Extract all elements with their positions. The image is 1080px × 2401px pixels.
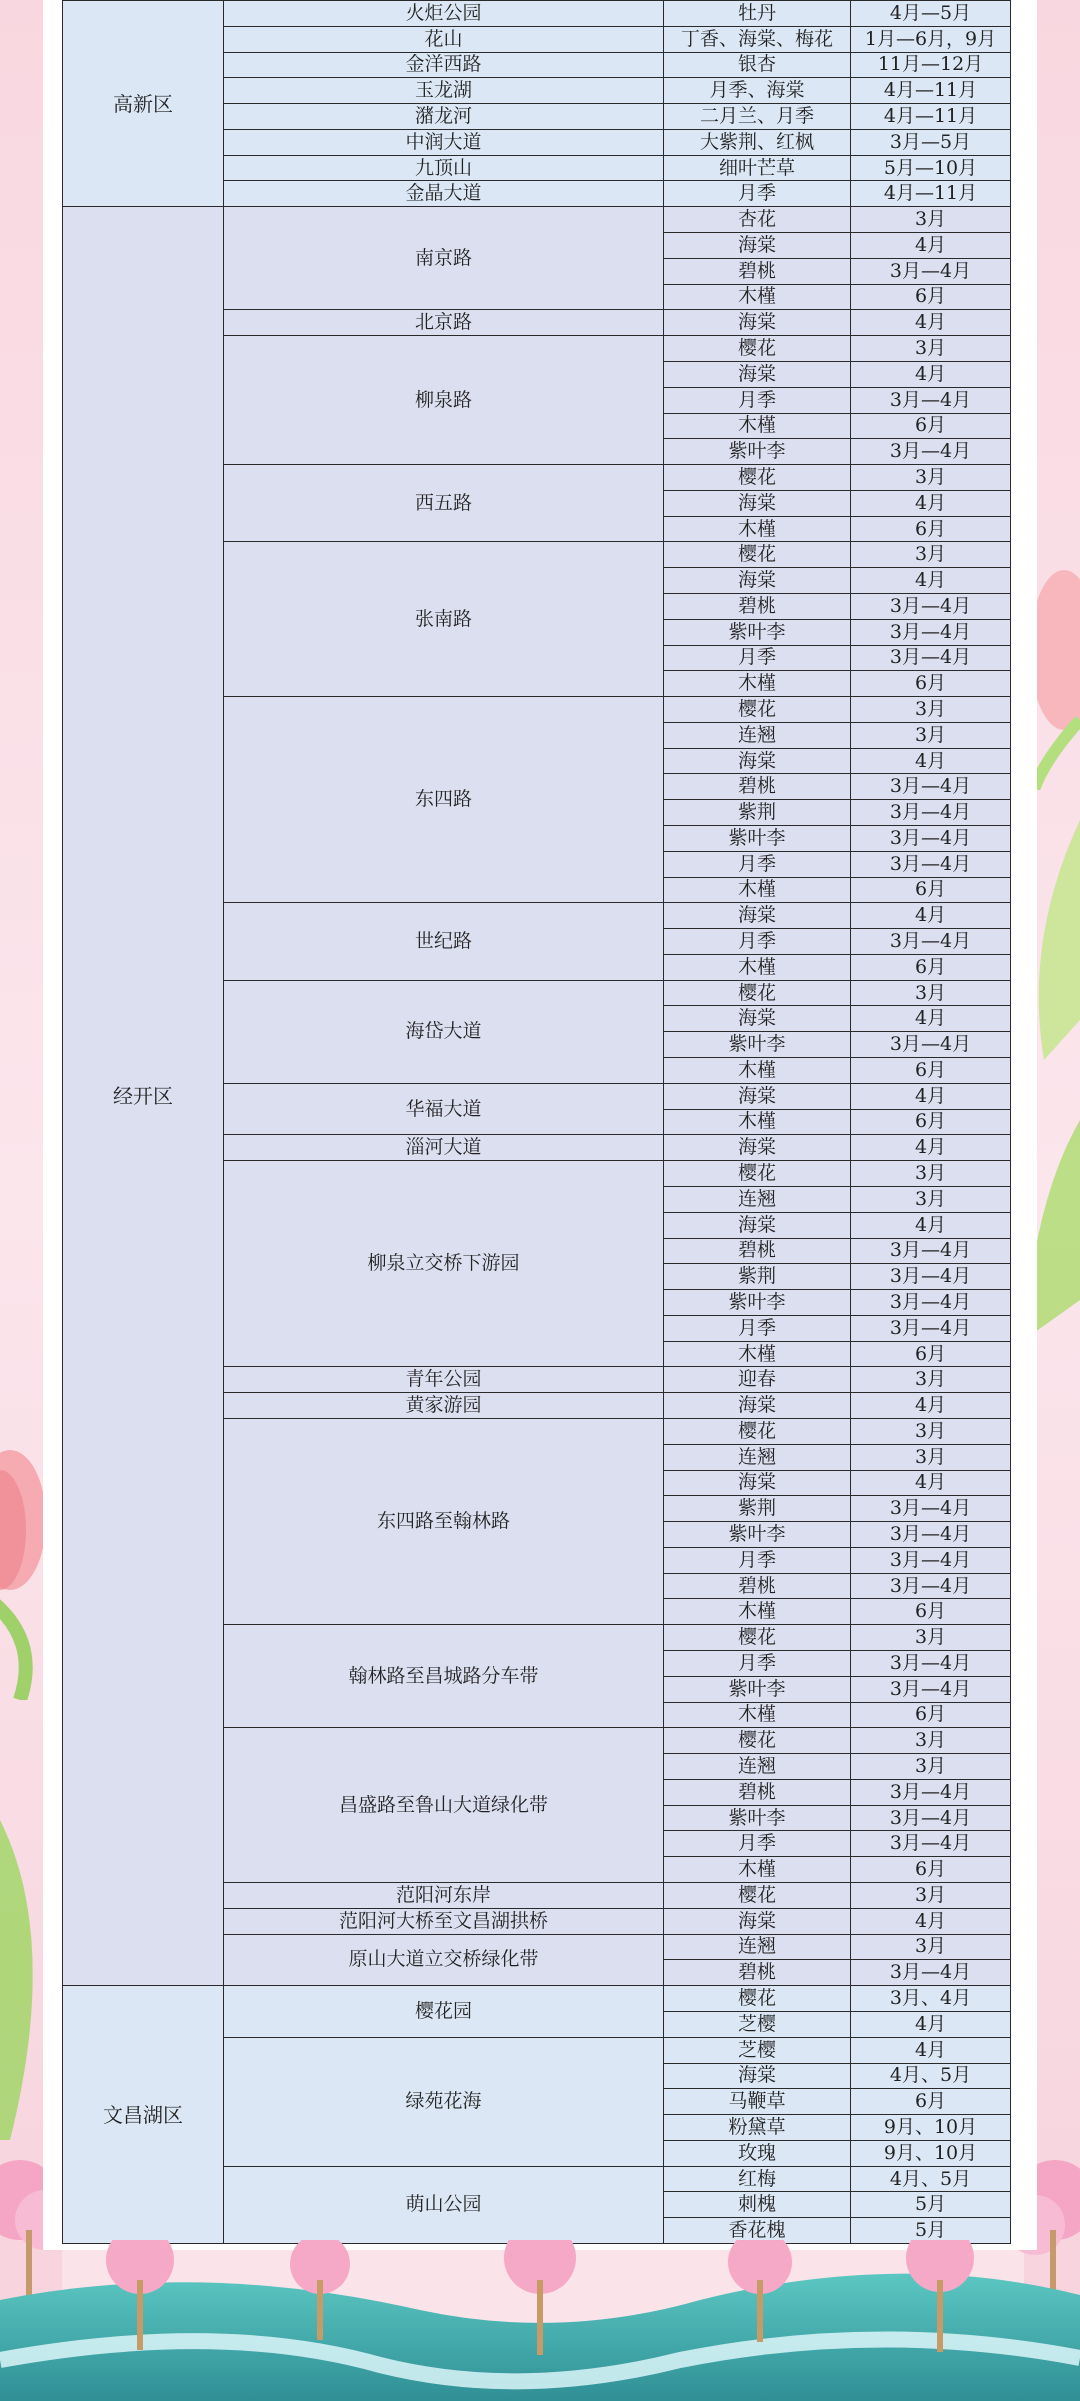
bloom-period-cell: 3月: [851, 1728, 1011, 1754]
flower-cell: 月季: [664, 1547, 851, 1573]
bloom-period-cell: 6月: [851, 1702, 1011, 1728]
bloom-period-cell: 6月: [851, 284, 1011, 310]
bloom-period-cell: 3月—4月: [851, 387, 1011, 413]
bloom-period-cell: 3月—4月: [851, 929, 1011, 955]
bloom-period-cell: 3月—4月: [851, 1032, 1011, 1058]
bloom-period-cell: 3月: [851, 1934, 1011, 1960]
bloom-period-cell: 6月: [851, 877, 1011, 903]
flower-cell: 樱花: [664, 697, 851, 723]
bloom-period-cell: 1月—6月，9月: [851, 26, 1011, 52]
flower-cell: 木槿: [664, 954, 851, 980]
flower-cell: 碧桃: [664, 1960, 851, 1986]
bloom-period-cell: 5月: [851, 2218, 1011, 2244]
location-cell: 金洋西路: [224, 52, 664, 78]
bloom-period-cell: 4月—5月: [851, 1, 1011, 27]
bloom-period-cell: 3月: [851, 1186, 1011, 1212]
flower-cell: 海棠: [664, 1908, 851, 1934]
bloom-period-cell: 3月—4月: [851, 1676, 1011, 1702]
flower-cell: 连翘: [664, 722, 851, 748]
flower-cell: 紫叶李: [664, 1805, 851, 1831]
location-cell: 绿苑花海: [224, 2037, 664, 2166]
bloom-period-cell: 3月—4月: [851, 800, 1011, 826]
flower-cell: 红梅: [664, 2166, 851, 2192]
bloom-period-cell: 3月—4月: [851, 1960, 1011, 1986]
flower-cell: 海棠: [664, 903, 851, 929]
location-cell: 金晶大道: [224, 181, 664, 207]
bloom-period-cell: 3月: [851, 1367, 1011, 1393]
location-cell: 玉龙湖: [224, 78, 664, 104]
flower-cell: 樱花: [664, 1161, 851, 1187]
table-row: [63, 207, 1011, 233]
flower-cell: 紫叶李: [664, 439, 851, 465]
bloom-period-cell: 4月: [851, 1006, 1011, 1032]
flower-cell: 紫荆: [664, 1264, 851, 1290]
location-cell: 世纪路: [224, 903, 664, 980]
location-cell: 青年公园: [224, 1367, 664, 1393]
location-cell: 范阳河东岸: [224, 1883, 664, 1909]
bloom-period-cell: 4月: [851, 2011, 1011, 2037]
bloom-period-cell: 4月—11月: [851, 78, 1011, 104]
flower-cell: 连翘: [664, 1186, 851, 1212]
bloom-period-cell: 3月—4月: [851, 1779, 1011, 1805]
table-row: [63, 1, 1011, 27]
flower-cell: 木槿: [664, 1857, 851, 1883]
location-cell: 花山: [224, 26, 664, 52]
bloom-period-cell: 4月: [851, 490, 1011, 516]
bloom-period-cell: 4月: [851, 1135, 1011, 1161]
bloom-period-cell: 3月—4月: [851, 1573, 1011, 1599]
location-cell: 北京路: [224, 310, 664, 336]
flower-cell: 牡丹: [664, 1, 851, 27]
flower-cell: 樱花: [664, 1883, 851, 1909]
location-cell: 东四路: [224, 697, 664, 903]
flower-cell: 二月兰、月季: [664, 104, 851, 130]
flower-cell: 海棠: [664, 1212, 851, 1238]
bloom-period-cell: 3月—4月: [851, 1831, 1011, 1857]
bloom-period-cell: 3月: [851, 722, 1011, 748]
flower-cell: 连翘: [664, 1444, 851, 1470]
flower-cell: 月季: [664, 645, 851, 671]
bloom-period-cell: 3月: [851, 465, 1011, 491]
flower-cell: 海棠: [664, 310, 851, 336]
flower-cell: 芝樱: [664, 2037, 851, 2063]
bloom-period-cell: 6月: [851, 1857, 1011, 1883]
bloom-period-cell: 3月: [851, 980, 1011, 1006]
bloom-period-cell: 6月: [851, 671, 1011, 697]
bloom-period-cell: 3月: [851, 1161, 1011, 1187]
flower-cell: 香花槐: [664, 2218, 851, 2244]
location-cell: 昌盛路至鲁山大道绿化带: [224, 1728, 664, 1883]
flower-cell: 紫叶李: [664, 1522, 851, 1548]
flower-cell: 月季: [664, 929, 851, 955]
bloom-period-cell: 3月—4月: [851, 1522, 1011, 1548]
bloom-period-cell: 4月: [851, 568, 1011, 594]
flower-cell: 紫叶李: [664, 1676, 851, 1702]
bloom-period-cell: 6月: [851, 516, 1011, 542]
flower-cell: 海棠: [664, 490, 851, 516]
flower-cell: 紫叶李: [664, 826, 851, 852]
location-cell: 翰林路至昌城路分车带: [224, 1625, 664, 1728]
bloom-period-cell: 9月、10月: [851, 2140, 1011, 2166]
bloom-period-cell: 4月、5月: [851, 2166, 1011, 2192]
flower-cell: 紫叶李: [664, 619, 851, 645]
flower-cell: 樱花: [664, 1728, 851, 1754]
flower-cell: 樱花: [664, 1418, 851, 1444]
location-cell: 萌山公园: [224, 2166, 664, 2243]
bloom-period-cell: 5月: [851, 2192, 1011, 2218]
flower-viewing-table: [62, 0, 1011, 2244]
flower-cell: 樱花: [664, 980, 851, 1006]
bloom-period-cell: 3月—4月: [851, 1805, 1011, 1831]
district-cell: 经开区: [63, 207, 224, 1986]
flower-cell: 玫瑰: [664, 2140, 851, 2166]
flower-cell: 木槿: [664, 516, 851, 542]
flower-cell: 海棠: [664, 1135, 851, 1161]
flower-cell: 丁香、海棠、梅花: [664, 26, 851, 52]
flower-cell: 紫叶李: [664, 1290, 851, 1316]
bloom-period-cell: 3月—4月: [851, 1238, 1011, 1264]
flower-cell: 月季: [664, 851, 851, 877]
bloom-period-cell: 3月—4月: [851, 774, 1011, 800]
bloom-period-cell: 4月: [851, 1212, 1011, 1238]
flower-cell: 木槿: [664, 1702, 851, 1728]
location-cell: 范阳河大桥至文昌湖拱桥: [224, 1908, 664, 1934]
bloom-period-cell: 6月: [851, 413, 1011, 439]
bloom-period-cell: 4月、5月: [851, 2063, 1011, 2089]
location-cell: 东四路至翰林路: [224, 1418, 664, 1624]
bloom-period-cell: 4月: [851, 903, 1011, 929]
bloom-period-cell: 3月—4月: [851, 1651, 1011, 1677]
flower-cell: 海棠: [664, 568, 851, 594]
bloom-period-cell: 3月: [851, 542, 1011, 568]
flower-cell: 月季: [664, 1315, 851, 1341]
flower-cell: 木槿: [664, 1109, 851, 1135]
bloom-period-cell: 3月—4月: [851, 1264, 1011, 1290]
bloom-period-cell: 3月: [851, 697, 1011, 723]
flower-cell: 紫荆: [664, 1496, 851, 1522]
bloom-period-cell: 3月—4月: [851, 851, 1011, 877]
bloom-period-cell: 4月: [851, 1470, 1011, 1496]
bloom-period-cell: 3月—4月: [851, 1547, 1011, 1573]
bloom-period-cell: 3月: [851, 1883, 1011, 1909]
flower-cell: 樱花: [664, 336, 851, 362]
flower-cell: 樱花: [664, 542, 851, 568]
location-cell: 华福大道: [224, 1083, 664, 1135]
bloom-period-cell: 4月: [851, 2037, 1011, 2063]
location-cell: 张南路: [224, 542, 664, 697]
flower-cell: 碧桃: [664, 1238, 851, 1264]
flower-cell: 紫叶李: [664, 1032, 851, 1058]
flower-cell: 海棠: [664, 1083, 851, 1109]
bloom-period-cell: 3月—4月: [851, 1496, 1011, 1522]
location-cell: 南京路: [224, 207, 664, 310]
bloom-period-cell: 3月—4月: [851, 258, 1011, 284]
bloom-period-cell: 3月: [851, 1625, 1011, 1651]
bloom-period-cell: 3月—4月: [851, 1290, 1011, 1316]
district-cell: 文昌湖区: [63, 1986, 224, 2244]
flower-cell: 木槿: [664, 1058, 851, 1084]
bloom-period-cell: 3月: [851, 1444, 1011, 1470]
flower-cell: 月季: [664, 387, 851, 413]
bloom-period-cell: 4月: [851, 1908, 1011, 1934]
location-cell: 潴龙河: [224, 104, 664, 130]
bloom-period-cell: 6月: [851, 1341, 1011, 1367]
flower-cell: 碧桃: [664, 1779, 851, 1805]
location-cell: 九顶山: [224, 155, 664, 181]
flower-cell: 樱花: [664, 1625, 851, 1651]
district-cell: 高新区: [63, 1, 224, 207]
bloom-period-cell: 11月—12月: [851, 52, 1011, 78]
bloom-period-cell: 4月: [851, 748, 1011, 774]
bloom-period-cell: 3月—4月: [851, 1315, 1011, 1341]
flower-cell: 木槿: [664, 284, 851, 310]
flower-cell: 碧桃: [664, 593, 851, 619]
flower-cell: 月季: [664, 1831, 851, 1857]
bloom-period-cell: 3月—4月: [851, 593, 1011, 619]
table-row: [63, 1986, 1011, 2012]
bloom-period-cell: 3月—4月: [851, 645, 1011, 671]
flower-cell: 木槿: [664, 1599, 851, 1625]
location-cell: 淄河大道: [224, 1135, 664, 1161]
flower-cell: 连翘: [664, 1934, 851, 1960]
bloom-period-cell: 3月: [851, 336, 1011, 362]
flower-cell: 木槿: [664, 877, 851, 903]
flower-cell: 碧桃: [664, 774, 851, 800]
flower-cell: 杏花: [664, 207, 851, 233]
location-cell: 原山大道立交桥绿化带: [224, 1934, 664, 1986]
flower-cell: 月季: [664, 181, 851, 207]
flower-cell: 月季、海棠: [664, 78, 851, 104]
flower-cell: 银杏: [664, 52, 851, 78]
river-icon: [0, 2240, 1080, 2401]
location-cell: 柳泉立交桥下游园: [224, 1161, 664, 1367]
flower-cell: 海棠: [664, 233, 851, 259]
flower-cell: 细叶芒草: [664, 155, 851, 181]
flower-cell: 大紫荆、红枫: [664, 129, 851, 155]
bloom-period-cell: 3月、4月: [851, 1986, 1011, 2012]
location-cell: 樱花园: [224, 1986, 664, 2038]
flower-cell: 木槿: [664, 1341, 851, 1367]
bloom-period-cell: 6月: [851, 2089, 1011, 2115]
bloom-period-cell: 4月: [851, 233, 1011, 259]
bloom-period-cell: 6月: [851, 1599, 1011, 1625]
bloom-period-cell: 4月: [851, 361, 1011, 387]
flower-cell: 碧桃: [664, 258, 851, 284]
flower-cell: 粉黛草: [664, 2115, 851, 2141]
flower-cell: 迎春: [664, 1367, 851, 1393]
flower-cell: 海棠: [664, 1470, 851, 1496]
bloom-period-cell: 6月: [851, 954, 1011, 980]
flower-cell: 紫荆: [664, 800, 851, 826]
bloom-period-cell: 3月—4月: [851, 439, 1011, 465]
bloom-period-cell: 9月、10月: [851, 2115, 1011, 2141]
location-cell: 海岱大道: [224, 980, 664, 1083]
bloom-period-cell: 3月—4月: [851, 826, 1011, 852]
location-cell: 黄家游园: [224, 1393, 664, 1419]
location-cell: 火炬公园: [224, 1, 664, 27]
flower-cell: 连翘: [664, 1754, 851, 1780]
bloom-period-cell: 4月: [851, 310, 1011, 336]
flower-cell: 碧桃: [664, 1573, 851, 1599]
bloom-period-cell: 4月—11月: [851, 181, 1011, 207]
bloom-period-cell: 4月: [851, 1393, 1011, 1419]
flower-cell: 木槿: [664, 671, 851, 697]
bloom-period-cell: 3月—4月: [851, 619, 1011, 645]
flower-cell: 刺槐: [664, 2192, 851, 2218]
bloom-period-cell: 3月: [851, 1418, 1011, 1444]
flower-cell: 海棠: [664, 1393, 851, 1419]
bloom-period-cell: 3月: [851, 207, 1011, 233]
bloom-period-cell: 6月: [851, 1109, 1011, 1135]
flower-cell: 海棠: [664, 1006, 851, 1032]
bloom-period-cell: 4月: [851, 1083, 1011, 1109]
location-cell: 中润大道: [224, 129, 664, 155]
location-cell: 柳泉路: [224, 336, 664, 465]
bloom-period-cell: 3月—5月: [851, 129, 1011, 155]
bloom-period-cell: 5月—10月: [851, 155, 1011, 181]
flower-cell: 海棠: [664, 748, 851, 774]
flower-cell: 海棠: [664, 2063, 851, 2089]
flower-cell: 海棠: [664, 361, 851, 387]
flower-cell: 木槿: [664, 413, 851, 439]
flower-cell: 芝樱: [664, 2011, 851, 2037]
flower-cell: 月季: [664, 1651, 851, 1677]
bloom-period-cell: 3月: [851, 1754, 1011, 1780]
location-cell: 西五路: [224, 465, 664, 542]
flower-cell: 马鞭草: [664, 2089, 851, 2115]
bloom-period-cell: 6月: [851, 1058, 1011, 1084]
flower-cell: 樱花: [664, 1986, 851, 2012]
flower-cell: 樱花: [664, 465, 851, 491]
bloom-period-cell: 4月—11月: [851, 104, 1011, 130]
